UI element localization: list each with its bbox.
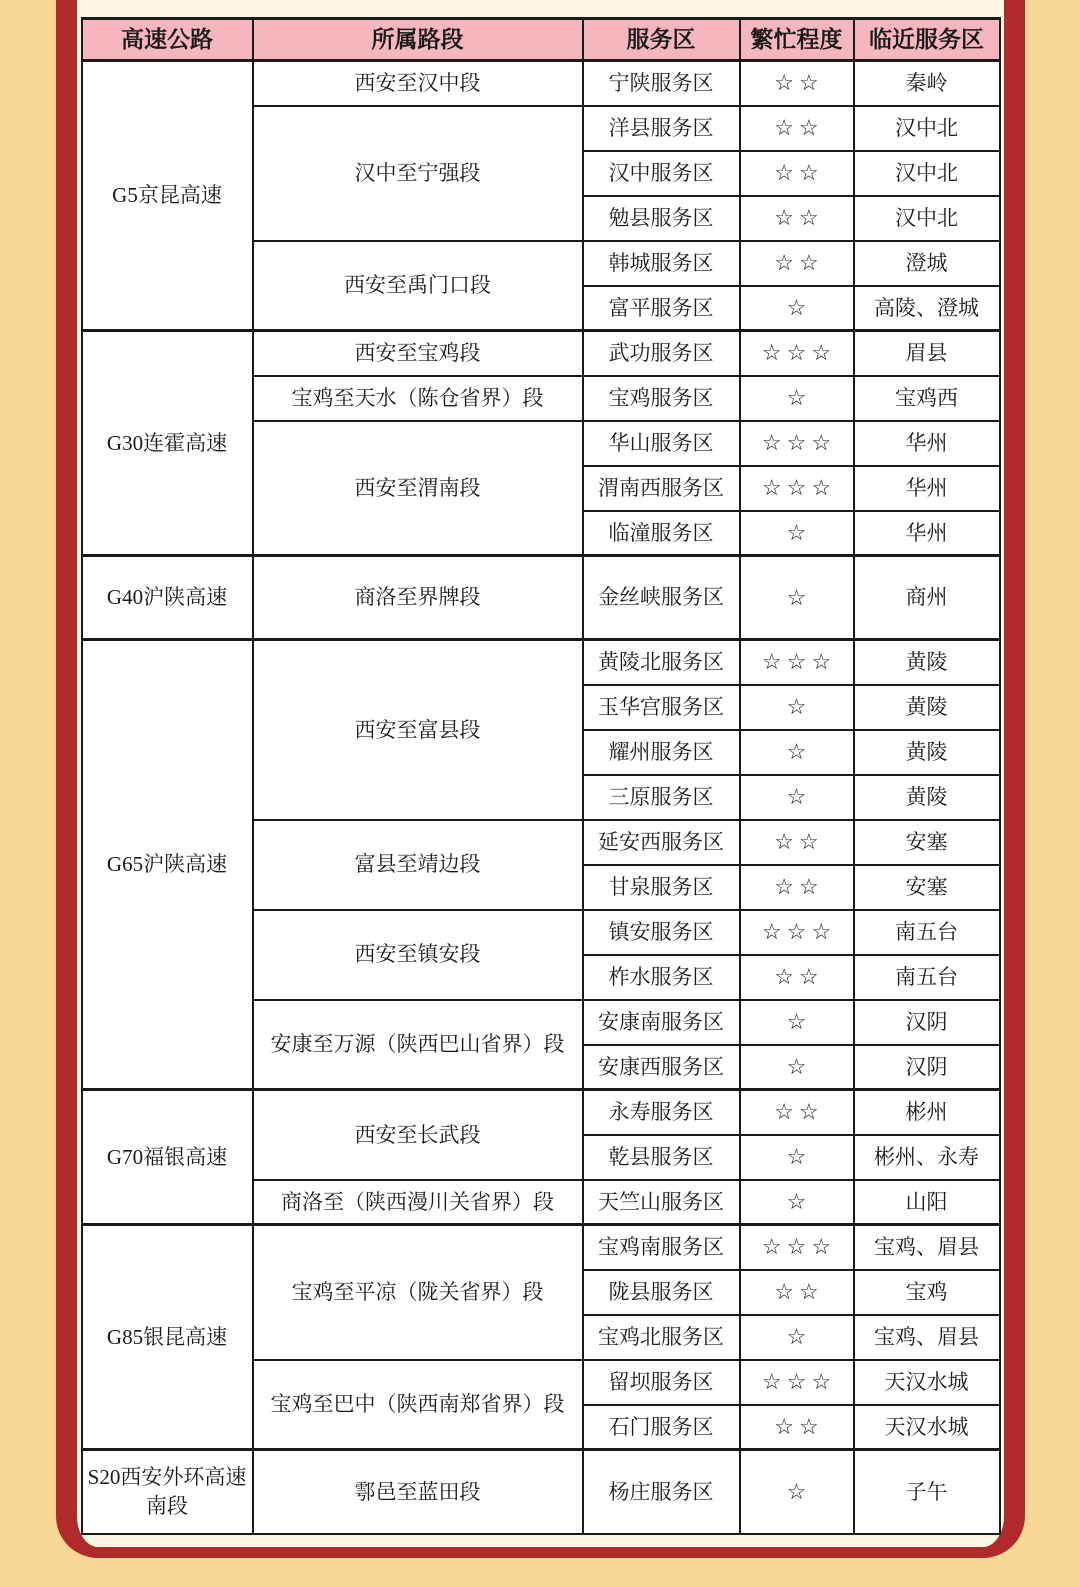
nearby-service-area-cell: 高陵、澄城 bbox=[854, 286, 1000, 331]
nearby-service-area-cell: 宝鸡、眉县 bbox=[854, 1315, 1000, 1360]
nearby-service-area-cell: 黄陵 bbox=[854, 730, 1000, 775]
busy-level-cell: ☆☆☆ bbox=[740, 466, 854, 511]
service-area-cell: 柞水服务区 bbox=[583, 955, 740, 1000]
red-bordered-card bbox=[56, 0, 1025, 1558]
nearby-service-area-cell: 山阳 bbox=[854, 1180, 1000, 1225]
table-row bbox=[82, 640, 1000, 685]
header-row bbox=[82, 19, 1000, 61]
table-row bbox=[82, 331, 1000, 376]
busy-level-cell: ☆ bbox=[740, 685, 854, 730]
service-area-cell: 洋县服务区 bbox=[583, 106, 740, 151]
service-area-cell: 武功服务区 bbox=[583, 331, 740, 376]
busy-level-cell: ☆☆ bbox=[740, 865, 854, 910]
col-header-road-section: 所属路段 bbox=[253, 19, 583, 61]
nearby-service-area-cell: 汉阴 bbox=[854, 1000, 1000, 1045]
road-section-cell: 宝鸡至巴中（陕西南郑省界）段 bbox=[253, 1360, 583, 1450]
service-area-cell: 韩城服务区 bbox=[583, 241, 740, 286]
nearby-service-area-cell: 宝鸡 bbox=[854, 1270, 1000, 1315]
nearby-service-area-cell: 南五台 bbox=[854, 955, 1000, 1000]
nearby-service-area-cell: 眉县 bbox=[854, 331, 1000, 376]
nearby-service-area-cell: 汉中北 bbox=[854, 151, 1000, 196]
col-header-highway: 高速公路 bbox=[82, 19, 253, 61]
service-area-table bbox=[81, 17, 1001, 1535]
service-area-cell: 宝鸡北服务区 bbox=[583, 1315, 740, 1360]
road-section-cell: 西安至宝鸡段 bbox=[253, 331, 583, 376]
road-section-cell: 西安至镇安段 bbox=[253, 910, 583, 1000]
busy-level-cell: ☆☆☆ bbox=[740, 331, 854, 376]
busy-level-cell: ☆ bbox=[740, 1180, 854, 1225]
busy-level-cell: ☆☆☆ bbox=[740, 421, 854, 466]
busy-level-cell: ☆ bbox=[740, 730, 854, 775]
nearby-service-area-cell: 黄陵 bbox=[854, 775, 1000, 820]
col-header-nearby-service-area: 临近服务区 bbox=[854, 19, 1000, 61]
busy-level-cell: ☆☆☆ bbox=[740, 640, 854, 685]
road-section-cell: 宝鸡至平凉（陇关省界）段 bbox=[253, 1225, 583, 1360]
service-area-cell: 宝鸡服务区 bbox=[583, 376, 740, 421]
highway-cell: G65沪陕高速 bbox=[82, 640, 253, 1090]
nearby-service-area-cell: 安塞 bbox=[854, 820, 1000, 865]
nearby-service-area-cell: 彬州 bbox=[854, 1090, 1000, 1135]
busy-level-cell: ☆☆ bbox=[740, 955, 854, 1000]
nearby-service-area-cell: 汉中北 bbox=[854, 106, 1000, 151]
highway-cell: S20西安外环高速南段 bbox=[82, 1450, 253, 1534]
busy-level-cell: ☆☆ bbox=[740, 241, 854, 286]
busy-level-cell: ☆☆ bbox=[740, 151, 854, 196]
service-area-cell: 渭南西服务区 bbox=[583, 466, 740, 511]
road-section-cell: 富县至靖边段 bbox=[253, 820, 583, 910]
service-area-cell: 黄陵北服务区 bbox=[583, 640, 740, 685]
busy-level-cell: ☆ bbox=[740, 1000, 854, 1045]
nearby-service-area-cell: 南五台 bbox=[854, 910, 1000, 955]
nearby-service-area-cell: 天汉水城 bbox=[854, 1405, 1000, 1450]
nearby-service-area-cell: 华州 bbox=[854, 466, 1000, 511]
road-section-cell: 西安至禹门口段 bbox=[253, 241, 583, 331]
road-section-cell: 鄠邑至蓝田段 bbox=[253, 1450, 583, 1534]
busy-level-cell: ☆ bbox=[740, 286, 854, 331]
table-row bbox=[82, 1225, 1000, 1270]
table-row bbox=[82, 556, 1000, 640]
service-area-cell: 宁陕服务区 bbox=[583, 61, 740, 106]
service-area-cell: 留坝服务区 bbox=[583, 1360, 740, 1405]
road-section-cell: 汉中至宁强段 bbox=[253, 106, 583, 241]
nearby-service-area-cell: 黄陵 bbox=[854, 640, 1000, 685]
busy-level-cell: ☆ bbox=[740, 556, 854, 640]
busy-level-cell: ☆ bbox=[740, 511, 854, 556]
service-area-cell: 天竺山服务区 bbox=[583, 1180, 740, 1225]
busy-level-cell: ☆☆☆ bbox=[740, 910, 854, 955]
nearby-service-area-cell: 华州 bbox=[854, 511, 1000, 556]
service-area-cell: 安康南服务区 bbox=[583, 1000, 740, 1045]
nearby-service-area-cell: 宝鸡西 bbox=[854, 376, 1000, 421]
nearby-service-area-cell: 商州 bbox=[854, 556, 1000, 640]
service-area-cell: 安康西服务区 bbox=[583, 1045, 740, 1090]
busy-level-cell: ☆ bbox=[740, 1045, 854, 1090]
road-section-cell: 安康至万源（陕西巴山省界）段 bbox=[253, 1000, 583, 1090]
road-section-cell: 西安至汉中段 bbox=[253, 61, 583, 106]
service-area-cell: 陇县服务区 bbox=[583, 1270, 740, 1315]
busy-level-cell: ☆ bbox=[740, 1135, 854, 1180]
road-section-cell: 西安至长武段 bbox=[253, 1090, 583, 1180]
service-area-cell: 永寿服务区 bbox=[583, 1090, 740, 1135]
road-section-cell: 宝鸡至天水（陈仓省界）段 bbox=[253, 376, 583, 421]
service-area-cell: 富平服务区 bbox=[583, 286, 740, 331]
service-area-cell: 华山服务区 bbox=[583, 421, 740, 466]
nearby-service-area-cell: 宝鸡、眉县 bbox=[854, 1225, 1000, 1270]
service-area-cell: 耀州服务区 bbox=[583, 730, 740, 775]
nearby-service-area-cell: 子午 bbox=[854, 1450, 1000, 1534]
busy-level-cell: ☆ bbox=[740, 376, 854, 421]
busy-level-cell: ☆☆ bbox=[740, 196, 854, 241]
service-area-cell: 宝鸡南服务区 bbox=[583, 1225, 740, 1270]
nearby-service-area-cell: 汉中北 bbox=[854, 196, 1000, 241]
nearby-service-area-cell: 华州 bbox=[854, 421, 1000, 466]
service-area-cell: 玉华宫服务区 bbox=[583, 685, 740, 730]
nearby-service-area-cell: 彬州、永寿 bbox=[854, 1135, 1000, 1180]
highway-cell: G85银昆高速 bbox=[82, 1225, 253, 1450]
road-section-cell: 商洛至（陕西漫川关省界）段 bbox=[253, 1180, 583, 1225]
busy-level-cell: ☆☆ bbox=[740, 820, 854, 865]
busy-level-cell: ☆☆ bbox=[740, 1270, 854, 1315]
table-row bbox=[82, 1450, 1000, 1534]
service-area-cell: 三原服务区 bbox=[583, 775, 740, 820]
col-header-service-area: 服务区 bbox=[583, 19, 740, 61]
service-area-cell: 石门服务区 bbox=[583, 1405, 740, 1450]
busy-level-cell: ☆☆☆ bbox=[740, 1225, 854, 1270]
service-area-cell: 乾县服务区 bbox=[583, 1135, 740, 1180]
nearby-service-area-cell: 安塞 bbox=[854, 865, 1000, 910]
busy-level-cell: ☆☆ bbox=[740, 61, 854, 106]
busy-level-cell: ☆☆ bbox=[740, 1090, 854, 1135]
service-area-cell: 汉中服务区 bbox=[583, 151, 740, 196]
busy-level-cell: ☆ bbox=[740, 775, 854, 820]
highway-cell: G70福银高速 bbox=[82, 1090, 253, 1225]
service-area-cell: 勉县服务区 bbox=[583, 196, 740, 241]
nearby-service-area-cell: 澄城 bbox=[854, 241, 1000, 286]
table-row bbox=[82, 61, 1000, 106]
nearby-service-area-cell: 天汉水城 bbox=[854, 1360, 1000, 1405]
busy-level-cell: ☆ bbox=[740, 1450, 854, 1534]
highway-cell: G30连霍高速 bbox=[82, 331, 253, 556]
col-header-busy-level: 繁忙程度 bbox=[740, 19, 854, 61]
table-body bbox=[82, 61, 1000, 1534]
road-section-cell: 西安至渭南段 bbox=[253, 421, 583, 556]
road-section-cell: 商洛至界牌段 bbox=[253, 556, 583, 640]
service-area-cell: 甘泉服务区 bbox=[583, 865, 740, 910]
nearby-service-area-cell: 秦岭 bbox=[854, 61, 1000, 106]
highway-cell: G40沪陕高速 bbox=[82, 556, 253, 640]
table-row bbox=[82, 1090, 1000, 1135]
service-area-cell: 延安西服务区 bbox=[583, 820, 740, 865]
nearby-service-area-cell: 汉阴 bbox=[854, 1045, 1000, 1090]
busy-level-cell: ☆☆ bbox=[740, 1405, 854, 1450]
service-area-cell: 临潼服务区 bbox=[583, 511, 740, 556]
service-area-cell: 杨庄服务区 bbox=[583, 1450, 740, 1534]
busy-level-cell: ☆☆☆ bbox=[740, 1360, 854, 1405]
service-area-cell: 金丝峡服务区 bbox=[583, 556, 740, 640]
busy-level-cell: ☆ bbox=[740, 1315, 854, 1360]
service-area-cell: 镇安服务区 bbox=[583, 910, 740, 955]
busy-level-cell: ☆☆ bbox=[740, 106, 854, 151]
nearby-service-area-cell: 黄陵 bbox=[854, 685, 1000, 730]
highway-cell: G5京昆高速 bbox=[82, 61, 253, 331]
road-section-cell: 西安至富县段 bbox=[253, 640, 583, 820]
